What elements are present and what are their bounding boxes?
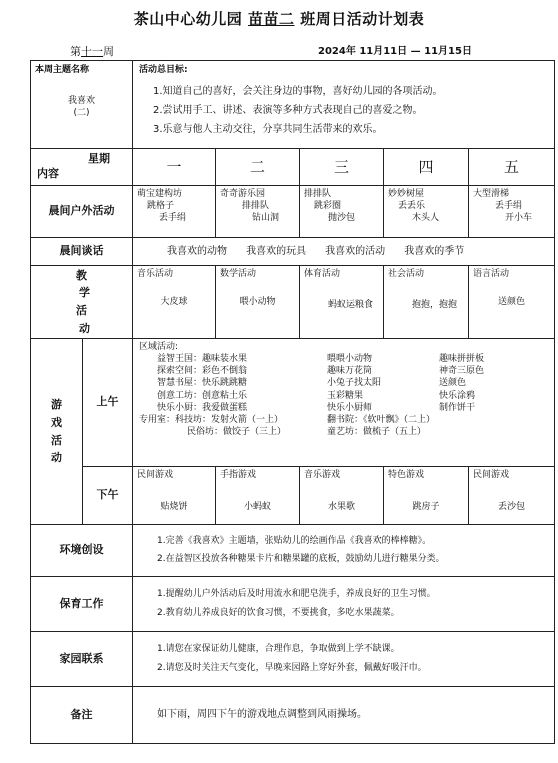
theme-sub: (二): [73, 108, 90, 119]
environment-label: 环境创设: [31, 525, 133, 577]
teaching-label-char: 学: [79, 286, 90, 300]
goal-item: 1.知道自己的喜好，会关注身边的事物，喜好幼儿园的各项活动。: [153, 86, 443, 98]
week-value: 十一: [81, 45, 103, 58]
page-title: [0, 8, 558, 29]
talk-item: 我喜欢的季节: [404, 245, 465, 257]
week-prefix: 第: [70, 45, 81, 58]
outdoor-cell-3: [300, 186, 384, 238]
teaching-type: 音乐活动: [137, 269, 174, 279]
teaching-cell-2: [216, 266, 300, 339]
goals-label: 活动总目标:: [139, 65, 188, 75]
outdoor-item: 开小车: [505, 213, 533, 224]
week-suffix: 周: [103, 45, 114, 58]
game-label-char: 游: [51, 398, 62, 412]
talk-row: [31, 238, 555, 266]
pm-game-cell-3: [300, 467, 384, 525]
game-label-char: 戏: [51, 415, 62, 429]
area-item: 玉彩糖果: [327, 390, 364, 401]
talk-label: 晨间谈话: [31, 238, 133, 266]
family-cell: [133, 632, 555, 687]
area-item: 喂喂小动物: [327, 354, 373, 365]
game-am-label: 上午: [83, 339, 133, 467]
pm-game-type: 民间游戏: [137, 470, 174, 480]
environment-row: [31, 525, 555, 577]
outdoor-item: 丢手绢: [495, 201, 523, 212]
area-item: 快乐小厨师: [327, 402, 373, 413]
remark-label: 备注: [31, 687, 133, 744]
teaching-type: 社会活动: [388, 269, 425, 279]
title-suffix: 班周日活动计划表: [300, 10, 425, 28]
pm-game-name: 贴烧饼: [160, 502, 188, 513]
outdoor-item: 大型滑梯: [473, 189, 510, 199]
area-item: 趣味拼拼板: [439, 354, 485, 365]
outdoor-item: 萌宝建构坊: [137, 189, 183, 199]
week-number: [70, 43, 114, 59]
outdoor-cell-4: [384, 186, 469, 238]
pm-game-cell-1: [133, 467, 216, 525]
pm-game-type: 手指游戏: [220, 470, 257, 480]
family-row: [31, 632, 555, 687]
pm-game-name: 跳房子: [412, 502, 440, 513]
pm-game-type: 民间游戏: [473, 470, 510, 480]
talk-item: 我喜欢的活动: [325, 245, 386, 257]
area-item: 神奇三原色: [439, 366, 485, 377]
care-item: 1.提醒幼儿户外活动后及时用流水和肥皂洗手，养成良好的卫生习惯。: [157, 589, 436, 600]
special-room-item: 翻书院：《软叶飘》（二上）: [327, 414, 436, 425]
outdoor-item: 钻山洞: [252, 213, 280, 224]
teaching-label-char: 教: [76, 268, 87, 282]
pm-game-type: 音乐游戏: [304, 470, 341, 480]
teaching-cell-1: [133, 266, 216, 339]
environment-cell: [133, 525, 555, 577]
remark-row: [31, 687, 555, 744]
family-item: 1.请您在家保证幼儿健康，合理作息，争取做到上学不缺课。: [157, 644, 400, 655]
remark-text: 如下雨，周四下午的游戏地点调整到风雨操场。: [133, 687, 555, 744]
pm-game-name: 水果歌: [328, 502, 356, 513]
day-header-1: 一: [133, 149, 216, 186]
family-label: 家园联系: [31, 632, 133, 687]
outdoor-cell-1: [133, 186, 216, 238]
teaching-name: 喂小动物: [239, 297, 276, 308]
game-am-row: [31, 339, 555, 467]
area-title: 区域活动:: [139, 342, 179, 352]
game-label-char: 活: [51, 433, 62, 447]
special-room-item: 民俗坊：做饺子（三上）: [187, 426, 287, 437]
outdoor-item: 排排队: [304, 189, 332, 199]
game-label: [31, 339, 83, 525]
care-item: 2.教育幼儿养成良好的饮食习惯，不要挑食，多吃水果蔬菜。: [157, 608, 400, 618]
talk-cell: [133, 238, 555, 266]
outdoor-item: 跳格子: [147, 201, 175, 212]
day-header-4: 四: [384, 149, 469, 186]
area-item: 送颜色: [439, 378, 467, 389]
area-item: 趣味万花筒: [327, 366, 373, 377]
care-label: 保育工作: [31, 577, 133, 632]
outdoor-item: 丢丢乐: [398, 201, 426, 212]
pm-game-cell-4: [384, 467, 469, 525]
teaching-row: [31, 266, 555, 339]
pm-game-type: 特色游戏: [388, 470, 425, 480]
outdoor-label: 晨间户外活动: [31, 186, 133, 238]
area-item: 快乐小厨：我爱做蛋糕: [157, 402, 248, 413]
special-room-item: 童艺坊：做梳子（五上）: [327, 426, 427, 437]
header-corner: [31, 149, 133, 186]
area-item: 创意工坊：创意粘土乐: [157, 390, 248, 401]
outdoor-item: 抛沙包: [328, 213, 356, 224]
pm-game-name: 丢沙包: [498, 502, 526, 513]
goal-item: 2.尝试用手工、讲述、表演等多种方式表现自己的喜爱之物。: [153, 105, 423, 117]
game-pm-label: 下午: [83, 467, 133, 525]
outdoor-row: [31, 186, 555, 238]
teaching-cell-4: [384, 266, 469, 339]
outdoor-item: 木头人: [412, 213, 440, 224]
teaching-type: 体育活动: [304, 269, 341, 279]
area-item: 益智王国：趣味装水果: [157, 354, 248, 365]
teaching-type: 数学活动: [220, 269, 257, 279]
theme-name: 我喜欢: [68, 96, 96, 107]
goal-item: 3.乐意与他人主动交往，分享共同生活带来的欢乐。: [153, 124, 383, 136]
outdoor-item: 奇奇游乐园: [220, 189, 266, 199]
outdoor-cell-2: [216, 186, 300, 238]
title-prefix: 茶山中心幼儿园: [133, 10, 243, 28]
teaching-name: 抱抱，抱抱: [412, 300, 458, 311]
plan-table: [30, 60, 555, 744]
teaching-label-char: 动: [79, 321, 90, 335]
special-room-item: 专用室：科技坊：发射火箭（一上）: [139, 414, 284, 425]
title-class-name: 苗苗二: [247, 10, 295, 28]
teaching-cell-3: [300, 266, 384, 339]
area-item: 制作饼干: [439, 402, 476, 413]
day-header-5: 五: [469, 149, 555, 186]
teaching-name: 蚂蚁运粮食: [328, 300, 374, 311]
teaching-label: [31, 266, 133, 339]
outdoor-item: 丢手绢: [159, 213, 187, 224]
goals-cell: [133, 61, 555, 149]
care-cell: [133, 577, 555, 632]
outdoor-cell-5: [469, 186, 555, 238]
area-item: 快乐涂鸦: [439, 390, 476, 401]
teaching-label-char: 活: [76, 304, 87, 317]
pm-game-name: 小蚂蚁: [244, 502, 272, 513]
game-label-char: 动: [51, 451, 62, 465]
outdoor-item: 排排队: [242, 201, 270, 212]
environment-item: 1.完善《我喜欢》主题墙，张贴幼儿的绘画作品《我喜欢的棒棒糖》。: [157, 536, 432, 547]
day-header-3: 三: [300, 149, 384, 186]
teaching-name: 大皮球: [160, 297, 188, 308]
care-row: [31, 577, 555, 632]
outdoor-item: 跳彩圈: [314, 201, 342, 212]
teaching-cell-5: [469, 266, 555, 339]
area-item: 探索空间：彩色不倒翁: [157, 366, 248, 377]
talk-item: 我喜欢的玩具: [246, 245, 307, 257]
day-header-2: 二: [216, 149, 300, 186]
outdoor-item: 妙妙树屋: [388, 189, 425, 199]
talk-item: 我喜欢的动物: [167, 245, 228, 257]
pm-game-cell-2: [216, 467, 300, 525]
pm-game-cell-5: [469, 467, 555, 525]
header-label-weekday: 星期: [88, 152, 111, 166]
family-item: 2.请您及时关注天气变化，早晚来园路上穿好外套，佩戴好吸汗巾。: [157, 663, 427, 673]
theme-row: [31, 61, 555, 149]
teaching-name: 送颜色: [498, 297, 526, 308]
header-row: [31, 149, 555, 186]
teaching-type: 语言活动: [473, 269, 510, 279]
theme-label: 本周主题名称: [35, 65, 90, 75]
area-item: 小兔子找太阳: [327, 378, 382, 389]
header-label-content: 内容: [37, 167, 59, 180]
environment-item: 2.在益智区投放各种糖果卡片和糖果罐的底板，鼓励幼儿进行糖果分类。: [157, 553, 445, 564]
area-activities-cell: [133, 339, 555, 467]
area-item: 智慧书屋：快乐跳跳糖: [157, 378, 248, 389]
theme-cell: [31, 61, 133, 149]
date-range: 2024年 11月11日 — 11月15日: [318, 46, 472, 57]
game-pm-row: [31, 467, 555, 525]
